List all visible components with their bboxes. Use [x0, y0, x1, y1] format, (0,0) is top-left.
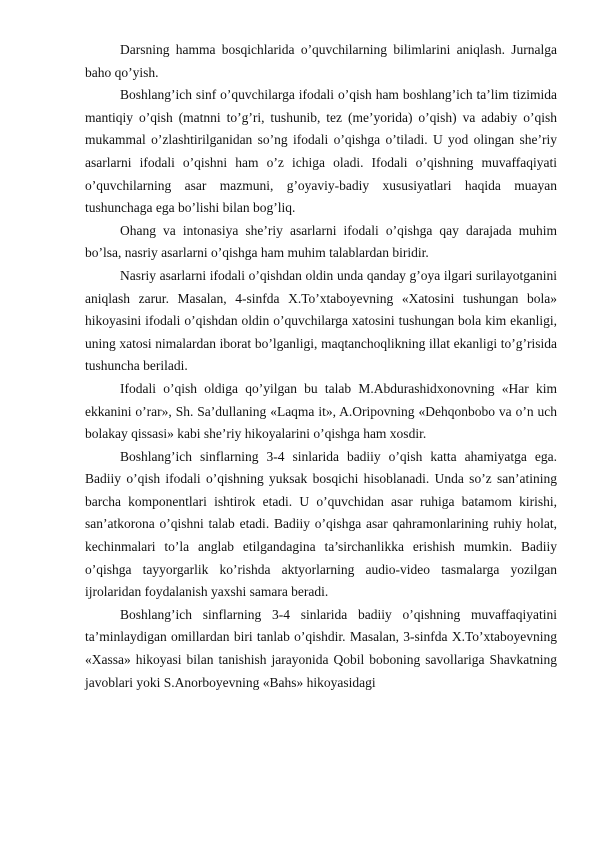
paragraph: Ifodali o’qish oldiga qo’yilgan bu talab M.Abdurashidxonovning «Har kim ekkanini o’rar», Sh. Sa’dullaning «Laqma it», A.Oripovning «Dehqonbobo va o’n uch bolakay qissasi» kabi she’riy hikoyalarini o’qishga ham xosdir.	[85, 380, 557, 442]
paragraph: Boshlang’ich sinf o’quvchilarga ifodali o’qish ham boshlang’ich ta’lim tizimida mantiqiy o’qish (matnni to’g’ri, tushunib, tez (me’yorida) o’qish) va adabiy o’qish mukammal o’zlashtirilganidan so’ng ifodali o’qishga o’tiladi. U yod olingan she’riy asarlarni ifodali o’qishni ham o’z ichiga oladi. Ifodali o’qishning muvaffaqiyati o’quvchilarning asar mazmuni, g’oyaviy-badiy xususiyatlari haqida muayan tushunchaga ega bo’lishi bilan bog’liq.	[85, 87, 557, 216]
paragraph: Nasriy asarlarni ifodali o’qishdan oldin unda qanday g’oya ilgari surilayotganini aniqlash zarur. Masalan, 4-sinfda X.To’xtaboyevning «Xatosini tushungan bola» hikoyasini ifodali o’qishdan oldin o’quvchilarga xatosini tushungan bola kim ekanligi, uning xatosi nimalardan iborat bo’lganligi, maqtanchoqlikning illat ekanligi to’g’risida tushuncha beriladi.	[85, 267, 557, 374]
paragraph: Boshlang’ich sinflarning 3-4 sinlarida badiiy o’qishning muvaffaqiyatini ta’minlaydigan omillardan biri tanlab o’qishdir. Masalan, 3-sinfda X.To’xtaboyevning «Xassa» hikoyasi bilan tanishish jarayonida Qobil boboning savollariga Shavkatning javoblari yoki S.Anorboyevning «Bahs» hikoyasidagi	[85, 606, 557, 690]
paragraph: Darsning hamma bosqichlarida o’quvchilarning bilimlarini aniqlash. Jurnalga baho qo’yish.	[85, 42, 557, 80]
paragraph: Ohang va intonasiya she’riy asarlarni ifodali o’qishga qay darajada muhim bo’lsa, nasriy asarlarni o’qishga ham muhim talablardan biridir.	[85, 222, 557, 261]
paragraph: Boshlang’ich sinflarning 3-4 sinlarida badiiy o’qish katta ahamiyatga ega. Badiiy o’qish ifodali o’qishning yuksak bosqichi hisoblanadi. Unda so’z san’atining barcha komponentlari ishtirok etadi. U o’quvchidan asar ruhiga batamom kirishi, san’atkorona o’qishni talab etadi. Badiiy o’qishga asar qahramonlarining ruhiy holat, kechinmalari to’la anglab etilgandagina ta’sirchanlikka erishish mumkin. Badiiy o’qishga tayyorgarlik ko’rishda aktyorlarning audio-video tasmalarga yozilgan ijrolaridan foydalanish yaxshi samara beradi.	[85, 448, 557, 600]
document-page	[85, 39, 557, 694]
